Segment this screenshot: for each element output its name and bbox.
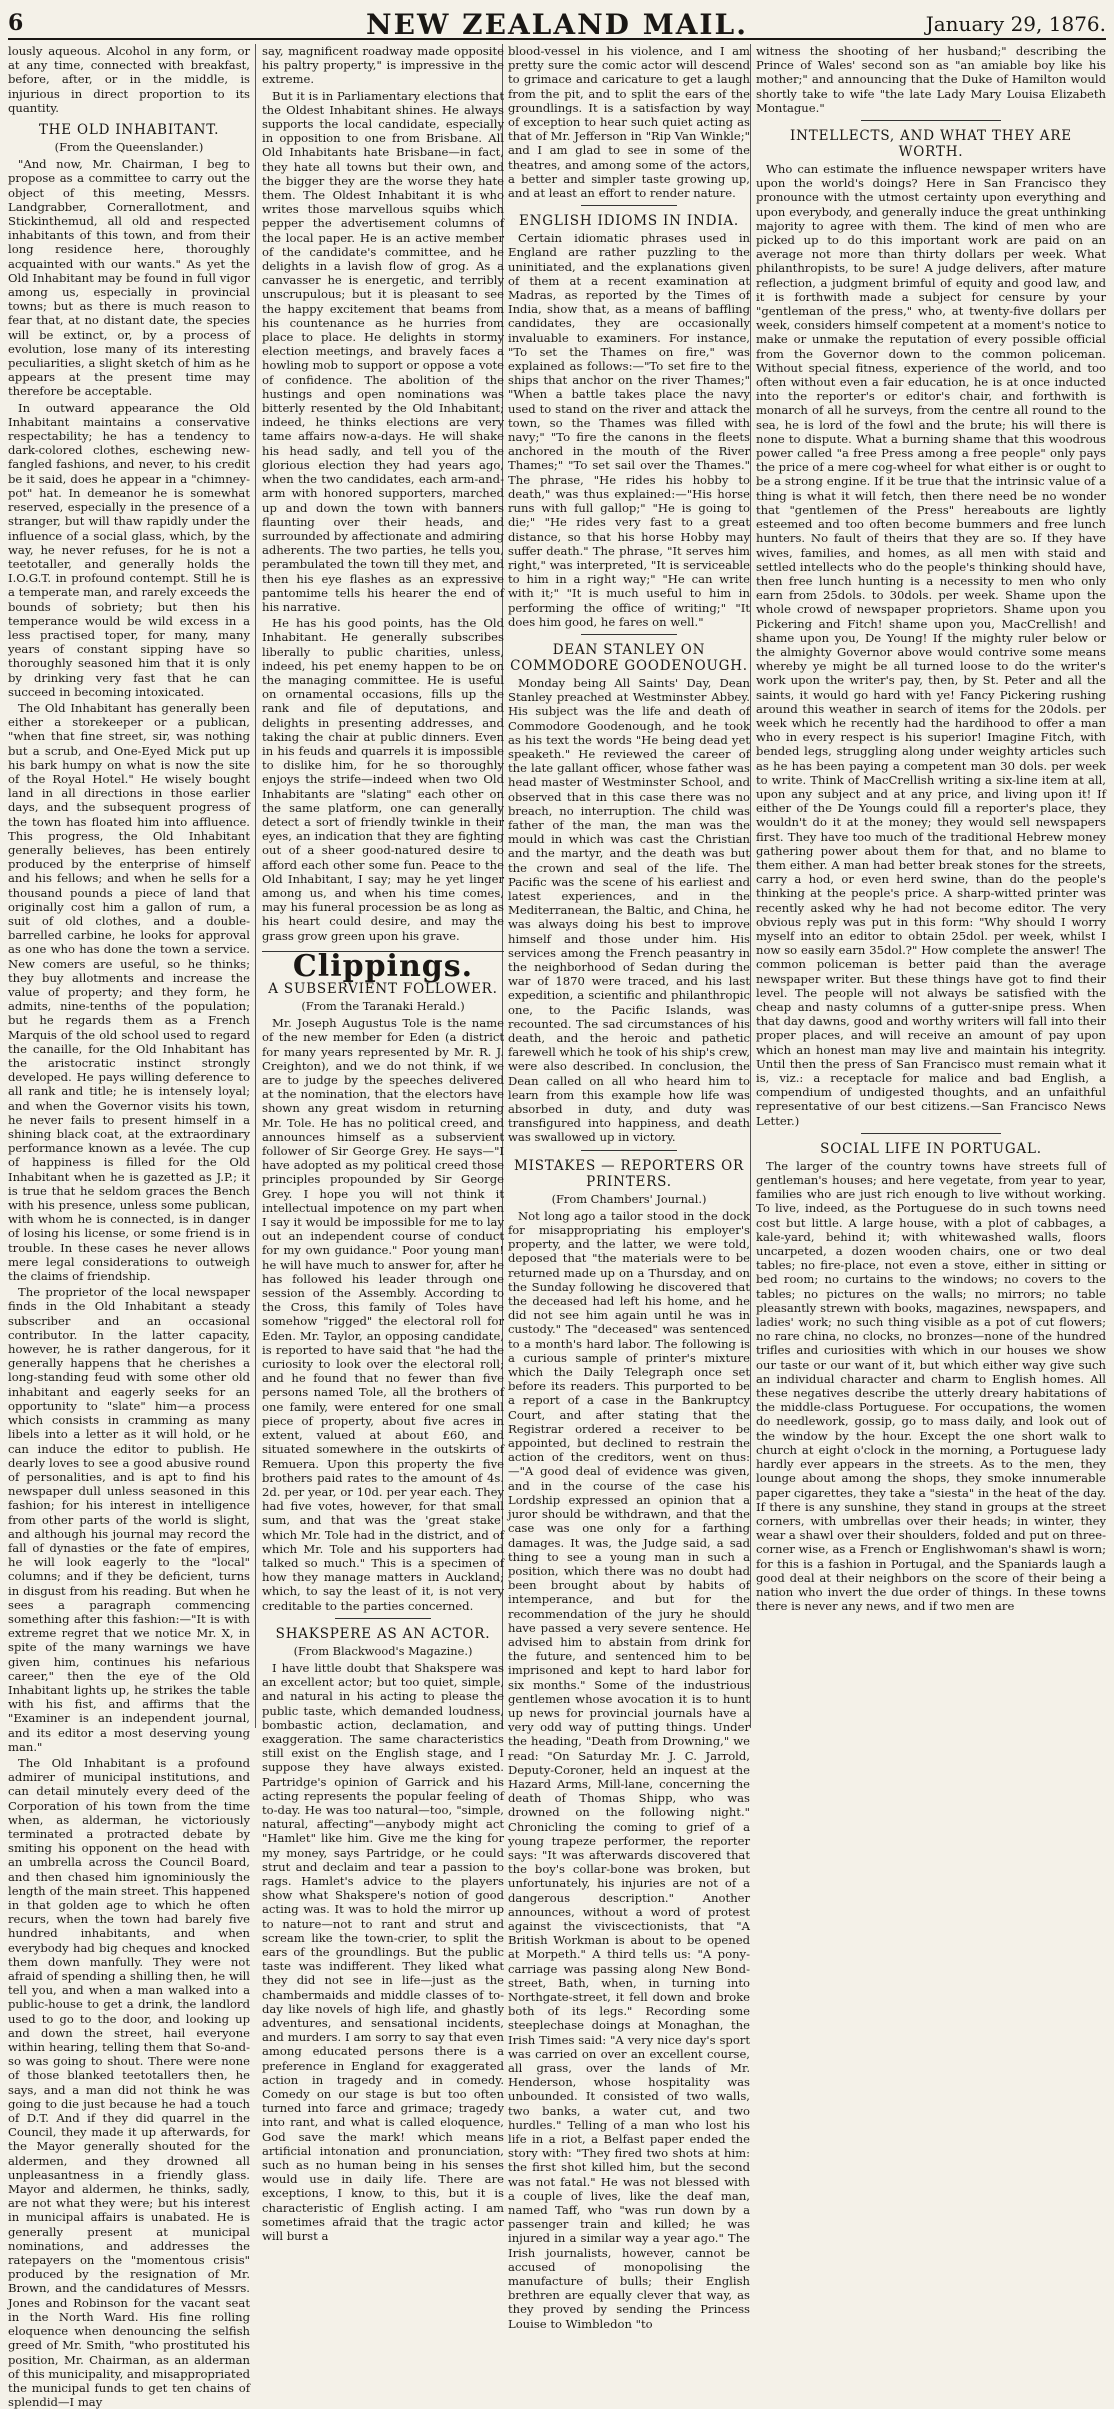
paragraph: In outward appearance the Old Inhabitant maintains a conservative respectability; he has a tendency to dark-colored clothes, eschewing new-fangled fashions, and never, to his credit be it said, does he appear in a "chimney-pot" hat. In demeanor he is somewhat reserved, especially in the presence of a stranger, but will thaw rapidly under the influence of a social glass, which, by the way, he never refuses, for he is not a teetotaller, and generally holds the I.O.G.T. in profound contempt. Still he is a temperate man, and rarely exceeds the bounds of sobriety; but then his temperance would be wild excess in a less practised toper, for many, many years of constant sipping have so thoroughly seasoned him that it is only by drinking very fast that he can succeed in becoming intoxicated. xyxy=(8,400,250,699)
column-3 xyxy=(508,44,750,2331)
column-rule xyxy=(255,44,256,1728)
column-rule xyxy=(750,44,751,1728)
paragraph: say, magnificent roadway made opposite his paltry property," is impressive in the extreme. xyxy=(262,44,504,87)
column-4 xyxy=(756,44,1106,1728)
masthead xyxy=(8,6,1106,40)
page-number: 6 xyxy=(8,10,24,36)
paragraph: Mr. Joseph Augustus Tole is the name of the new member for Eden (a district for many years represented by Mr. R. J. Creighton), and we do not think, if we are to judge by the speeches delivered at the nomination, that the electors have shown any great wisdom in returning Mr. Tole. He has no political creed, and announces himself as a subservient follower of Sir George Grey. He says—"I have adopted as my political creed those principles propounded by Sir George Grey. I hope you will not think it intellectual impotence on my part when I say it would be impossible for me to lay out an independent course of conduct for my own guidance." Poor young man! he will have much to answer for, after he has followed his leader through one session of the Assembly. According to the Cross, this family of Toles have somehow "rigged" the electoral roll for Eden. Mr. Taylor, an opposing candidate, is reported to have said that "he had the curiosity to look over the electoral roll; and he found that no fewer than five persons named Tole, all the brothers of one family, were entered for one small piece of property, about five acres in extent, valued at about £60, and situated somewhere in the outskirts of Remuera. Upon this property the five brothers paid rates to the amount of 4s. 2d. per year, or 10d. per year each. They had five votes, however, for that small sum, and that was the 'great stake' which Mr. Tole had in the district, and of which Mr. Tole and his supporters had talked so much." This is a specimen of how they manage matters in Auckland; which, to say the least of it, is not very creditable to the parties concerned. xyxy=(262,1016,504,1613)
article-heading: ENGLISH IDIOMS IN INDIA. xyxy=(519,213,739,230)
paragraph: Certain idiomatic phrases used in England are rather puzzling to the uninitiated, and the explanations given of them at a recent examination at Madras, as reported by the Times of India, show that, as a means of baffling candidates, they are occasionally invaluable to examiners. For instance, "To set the Thames on fire," was explained as follows:—"To set fire to the ships that anchor on the river Thames;" "When a battle takes place the navy used to stand on the river and attack the town, so the Thames was filled with navy;" "To fire the canons in the fleets anchored in the mouth of the River Thames;" "To set sail over the Thames." The phrase, "He rides his hobby to death," was thus explained:—"His horse runs with full gallop;" "He is going to die;" "He rides very fast to a great distance, so that his horse Hobby may suffer death." The phrase, "It serves him right," was interpreted, "It is serviceable to him in a right way;" "He can write with it;" "It is much useful to him in performing the office of writing;" "It does him good, he fares on well." xyxy=(508,231,750,629)
paragraph: The proprietor of the local newspaper finds in the Old Inhabitant a steady subscriber and an occasional contributor. In the latter capacity, however, he is rather dangerous, for it generally happens that he cherishes a long-standing feud with some other old inhabitant and eagerly seeks for an opportunity to "slate" him—a process which consists in cramming as many libels into a letter as it will hold, or he can induce the editor to publish. He dearly loves to see a good abusive round of personalities, and is apt to find his newspaper dull unless seasoned in this fashion; for his interest in intelligence from other parts of the world is slight, and although his journal may record the fall of dynasties or the fate of empires, he will look eagerly to the "local" columns; and if they be deficient, turns in disgust from his reading. But when he sees a paragraph commencing something after this fashion:—"It is with extreme regret that we notice Mr. X, in spite of the many warnings we have given him, continues his nefarious career," then the eye of the Old Inhabitant lights up, he strikes the table with his fist, and affirms that the "Examiner is an independent journal, and its editor a most deserving young man." xyxy=(8,1285,250,1754)
paragraph: The larger of the country towns have streets full of gentleman's houses; and here vegetate, from year to year, families who are just rich enough to live without working. To live, indeed, as the Portuguese do in such towns need cost but little. A large house, with a plot of cabbages, a kale-yard, behind it; with whitewashed walls, floors uncarpeted, a dozen wooden chairs, one or two deal tables; no fire-place, not even a stove, either in sitting or bed room; no curtains to the windows; no covers to the tables; no pictures on the walls; no mirrors; no table pleasantly strewn with books, magazines, newspapers, and ladies' work; no such thing visible as a pot of cut flowers; no rare china, no clocks, no bronzes—none of the hundred trifles and curiosities with which in our houses we show our taste or our want of it, but which either way give such an individual character and charm to English homes. All these negatives describe the utterly dreary habitations of the middle-class Portuguese. For occupations, the women do needlework, gossip, go to mass daily, and look out of the window by the hour. Except the one short walk to church at eight o'clock in the morning, a Portuguese lady hardly ever appears in the streets. As to the men, they lounge about among the shops, they smoke innumerable paper cigarettes, they take a "siesta" in the heat of the day. If there is any sunshine, they stand in groups at the street corners, with umbrellas over their heads; in winter, they wear a shawl over their shoulders, folded and put on three-corner wise, as a French or Englishwoman's shawl is worn; for this is a fashion in Portugal, and the Spaniards laugh a good deal at their neighbors on the score of their being a nation who invert the due order of things. In these towns there is never any news, and if two men are xyxy=(756,1158,1106,1614)
paragraph: witness the shooting of her husband;" describing the Prince of Wales' second son as "an amiable boy like his mother;" and announcing that the Duke of Hamilton would shortly take to wife "the late Lady Mary Louisa Elizabeth Montague." xyxy=(756,44,1106,115)
article-source: (From Blackwood's Magazine.) xyxy=(293,1643,473,1658)
article-source: (From the Taranaki Herald.) xyxy=(301,999,465,1013)
article-heading: DEAN STANLEY ON COMMODORE GOODENOUGH. xyxy=(510,641,748,674)
paragraph: The Old Inhabitant is a profound admirer of municipal institutions, and can detail minutely every deed of the Corporation of his town from the time when, as alderman, he victoriously terminated a protracted debate by smiting his opponent on the head with an umbrella across the Council Board, and then chased him ignominiously the length of the main street. This happened in that golden age to which he often recurs, when the town had barely five hundred inhabitants, and when everybody had big cheques and knocked them down manfully. They were not afraid of spending a shilling then, he will tell you, and when a man walked into a public-house to get a drink, the landlord used to go to the door, and looking up and down the street, hail everyone within hearing, telling them that So-and-so was going to shout. There were none of those blanked teetotallers then, he says, and a man did not think he was going to die just because he had a touch of D.T. And if they did quarrel in the Council, they made it up afterwards, for the Mayor generally shouted for the aldermen, and they drowned all unpleasantness in a friendly glass. Mayor and aldermen, he thinks, sadly, are not what they were; but his interest in municipal affairs is unabated. He is generally present at municipal nominations, and addresses the ratepayers on the "momentous crisis" produced by the resignation of Mr. Brown, and the candidatures of Messrs. Jones and Robinson for the vacant seat in the North Ward. His fine rolling eloquence when denouncing the selfish greed of Mr. Smith, "who prostituted his position, Mr. Chairman, as an alderman of this municipality, and misappropriated the municipal funds to get ten chains of splendid—I may xyxy=(8,1755,250,2409)
article-heading: THE OLD INHABITANT. xyxy=(38,122,220,139)
article-heading: SOCIAL LIFE IN PORTUGAL. xyxy=(820,1140,1042,1157)
divider xyxy=(861,1133,1001,1134)
paragraph: The Old Inhabitant has generally been either a storekeeper or a publican, "when that fine street, sir, was nothing but a scrub, and One-Eyed Mick put up his bark humpy on what is now the site of the Royal Hotel." He wisely bought land in all directions in those earlier days, and the subsequent progress of the town has floated him into affluence. This progress, the Old Inhabitant generally believes, has been entirely produced by the enterprise of himself and his fellows; and when he sells for a thousand pounds a piece of land that originally cost him a gallon of rum, a suit of old clothes, and a double-barrelled carbine, he looks for approval as one who has done the town a service. New comers are useful, so he thinks; they buy allotments and increase the value of property; and they form, he admits, nine-tenths of the population; but he regards them as a French Marquis of the old school used to regard the canaille, for the Old Inhabitant has the aristocratic instinct strongly developed. He pays willing deference to all rank and title; he is intensely loyal; and when the Governor visits his town, he never fails to present himself in a shining black coat, at the extraordinary performance known as a levée. The cup of happiness is filled for the Old Inhabitant when he is gazetted as J.P.; it is true that he seldom graces the Bench with his presence, unless some publican, with whom he is connected, is in danger of losing his license, or some friend is in trouble. In these cases he never allows mere legal considerations to outweigh the claims of friendship. xyxy=(8,700,250,1284)
paragraph: lously aqueous. Alcohol in any form, or at any time, connected with breakfast, before, after, or in the middle, is injurious in direct proportion to its quantity. xyxy=(8,44,250,115)
article-source: (From Chambers' Journal.) xyxy=(551,1191,707,1206)
column-1 xyxy=(8,44,250,2409)
paragraph: I have little doubt that Shakspere was an excellent actor; but too quiet, simple, and natural in his acting to please the public taste, which demanded loudness, bombastic action, declamation, and exaggeration. The same characteristics still exist on the English stage, and I suppose they have always existed. Partridge's opinion of Garrick and his acting represents the popular feeling of to-day. He was too natural—too, "simple, natural, affecting"—anybody might act "Hamlet" like him. Give me the king for my money, says Partridge, or he could strut and declaim and tear a passion to rags. Hamlet's advice to the players show what Shakspere's notion of good acting was. It was to hold the mirror up to nature—not to rant and strut and scream like the town-crier, to split the ears of the groundlings. But the public taste was indifferent. They liked what they did not see in life—just as the chambermaids and middle classes of to-day like novels of high life, and ghastly adventures, and sensational incidents, and murders. I am sorry to say that even among educated persons there is a preference in England for exaggerated action in tragedy and in comedy. Comedy on our stage is but too often turned into farce and grimace; tragedy into rant, and what is called eloquence, God save the mark! which means artificial intonation and pronunciation, such as no human being in his senses would use in daily life. There are exceptions, I know, to this, but it is characteristic of English acting. I am sometimes afraid that the tragic actor will burst a xyxy=(262,1660,504,2244)
divider xyxy=(861,120,1001,121)
article-heading: MISTAKES — REPORTERS OR PRINTERS. xyxy=(514,1157,744,1190)
article-heading: SHAKSPERE AS AN ACTOR. xyxy=(275,1625,491,1642)
paragraph: Monday being All Saints' Day, Dean Stanley preached at Westminster Abbey. His subject was the life and death of Commodore Goodenough, and he took as his text the words "He being dead yet speaketh." He reviewed the career of the late gallant officer, whose father was head master of Westminster School, and observed that in this case there was no breach, no interruption. The child was father of the man, the man was the mould in which was cast the Christian and the martyr, and the death was but the crown and seal of the life. The Pacific was the scene of his earliest and latest experiences, and in the Mediterranean, the Baltic, and China, he was always doing his best to improve himself and those under him. His services among the French peasantry in the neighborhood of Sedan during the war of 1870 were traced, and his last expedition, a scientific and philanthropic one, to the Pacific Islands, was recounted. The sad circumstances of his death, and the heroic and pathetic farewell which he took of his ship's crew, were also described. In conclusion, the Dean called on all who heard him to learn from this example how life was absorbed in duty, and duty was transfigured into happiness, and death was swallowed up in victory. xyxy=(508,675,750,1145)
divider xyxy=(581,634,678,635)
column-2 xyxy=(262,44,504,2244)
paragraph: "And now, Mr. Chairman, I beg to propose as a committee to carry out the object of this meeting, Messrs. Landgrabber, Cornerallotment, and Stickinthemud, all old and respected inhabitants of this town, and from their long residence here, thoroughly acquainted with our wants." As yet the Old Inhabitant may be found in full vigor among us, especially in provincial towns; but as there is much reason to fear that, at no distant date, the species will be extinct, or, by a process of evolution, lose many of its interesting peculiarities, a slight sketch of him as he appears at the present time may therefore be acceptable. xyxy=(8,157,250,399)
paragraph: Who can estimate the influence newspaper writers have upon the world's doings? Here in San Francisco they pronounce with the utmost certainty upon everything and upon everybody, and generally induce the great unthinking majority to agree with them. The kind of men who are picked up to do this important work are paid on an average not more than thirty dollars per week. What philanthropists, to be sure! A judge delivers, after mature reflection, a judgment brimful of equity and good law, and it is forthwith made a subject for censure by your "gentleman of the press," who, at twenty-five dollars per week, considers himself competent at a moment's notice to make or unmake the reputation of every possible official from the Governor down to the common policeman. Without special fitness, experience of the world, and too often without even a fair education, he is at once inducted into the reporter's or editor's chair, and forthwith is monarch of all he surveys, from the centre all round to the sea, he is lord of the fowl and the brute; his will there is none to dispute. What a burning shame that this woodrous power called "a free Press among a free people" only pays the price of a mere cog-wheel for what either is or ought to be a strong engine. If it be true that the intrinsic value of a thing is what it will fetch, then there need be no wonder that "gentlemen of the Press" hereabouts are lightly esteemed and too often become bummers and free lunch hunters. No fault of theirs that they are so. If they have wives, families, and homes, as all men with staid and settled intellects who do the people's thinking should have, then free lunch hunting is a necessity to men who only earn from 25dols. to 30dols. per week. Shame upon the whole crowd of newspaper proprietors. Shame upon you Pickering and Fitch! shame upon you, MacCrellish! and shame upon you, De Young! If the mighty ruler below or the almighty Governor above would contrive some means whereby ye might be all turned loose to do the writer's work upon the writer's pay, then, by St. Peter and all the saints, it would go hard with ye! Fancy Pickering rushing around this weather in search of items for the 20dols. per week which he recently had the hardihood to offer a man who in every respect is his superior! Imagine Fitch, with bended legs, struggling along under weighty articles such as he has been paying a competent man 30 dols. per week to write. Think of MacCrellish writing a six-line item at all, upon any subject and at any price, and living upon it! If either of the De Youngs could fill a reporter's place, they wouldn't do it at the money; they would sell newspapers first. They have too much of the traditional Hebrew money gathering power about them for that, and no blame to them either. A man had better break stones for the streets, carry a hod, or even herd swine, than do the people's thinking at the people's price. A sharp-witted printer was recently asked why he had not become editor. The very obvious reply was put in this form: "Why should I worry myself into an editor to obtain 25dol. per week, whilst I now so easily earn 35dol.?" How complete the answer! The common policeman is better paid than the average newspaper writer. But these things have got to find their level. The people will not always be satisfied with the cheap and nasty columns of a gutter-snipe press. When that day dawns, good and worthy writers will fall into their proper places, and will receive an amount of pay upon which an honest man may live and maintain his integrity. Until then the press of San Francisco must remain what it is, viz.: a receptacle for malice and bad English, a compendium of undigested thoughts, and an unfaithful representative of our best citizens.—San Francisco News Letter.) xyxy=(756,162,1106,1128)
issue-date: January 29, 1876. xyxy=(925,12,1106,36)
article-source: (From the Queenslander.) xyxy=(54,140,204,155)
section-title-clippings: Clippings. xyxy=(262,951,504,974)
divider xyxy=(335,1618,432,1619)
paragraph: He has his good points, has the Old Inhabitant. He generally subscribes liberally to public charities, unless, indeed, his pet enemy happen to be on the managing committee. He is useful on ornamental occasions, fills up the rank and file of deputations, and delights in presenting addresses, and taking the chair at public dinners. Even in his feuds and quarrels it is impossible to dislike him, for he so thoroughly enjoys the strife—indeed when two Old Inhabitants are "slating" each other on the same platform, one can generally detect a sort of friendly twinkle in their eyes, an indication that they are fighting out of a sheer good-natured desire to afford each other some fun. Peace to the Old Inhabitant, I say; may he yet linger among us, and when his time comes, may his funeral procession be as long as his heart could desire, and may the grass grow green upon his grave. xyxy=(262,616,504,943)
newspaper-title: NEW ZEALAND MAIL. xyxy=(366,8,748,41)
paragraph: But it is in Parliamentary elections that the Oldest Inhabitant shines. He always supports the local candidate, especially in opposition to one from Brisbane. All Old Inhabitants hate Brisbane—in fact, they hate all towns but their own, and the bigger they are the worse they hate them. The Oldest Inhabitant it is who writes those marvellous squibs which pepper the advertisement columns of the local paper. He is an active member of the candidate's committee, and he delights in a lavish flow of grog. As a canvasser he is energetic, and terribly unscrupulous; but it is pleasant to see the happy excitement that beams from his countenance as he hurries from place to place. He delights in stormy election meetings, and bravely faces a howling mob to support or oppose a vote of confidence. The abolition of the hustings and open nominations was bitterly resented by the Old Inhabitant; indeed, he thinks elections are very tame affairs now-a-days. He will shake his head sadly, and tell you of the glorious election they had years ago, when the two candidates, each arm-and-arm with honored supporters, marched up and down the town with banners flaunting over their heads, and surrounded by affectionate and admiring adherents. The two parties, he tells you, perambulated the town till they met, and then his eye flashes as an expressive pantomime tells his hearer the end of his narrative. xyxy=(262,88,504,614)
article-heading: INTELLECTS, AND WHAT THEY ARE WORTH. xyxy=(790,128,1072,161)
article-heading: A SUBSERVIENT FOLLOWER. xyxy=(268,981,498,997)
divider xyxy=(581,1150,678,1151)
paragraph: blood-vessel in his violence, and I am pretty sure the comic actor will descend to grimace and caricature to get a laugh from the pit, and to split the ears of the groundlings. It is a satisfaction by way of exception to hear such quiet acting as that of Mr. Jefferson in "Rip Van Winkle;" and I am glad to see in some of the theatres, and among some of the actors, a better and simpler taste growing up, and at least an effort to render nature. xyxy=(508,44,750,201)
paragraph: Not long ago a tailor stood in the dock for misappropriating his employer's property, and the latter, we were told, deposed that "the materials were to be returned made up on a Thursday, and on the Sunday following he discovered that the deceased had left his home, and he did not see him again until he was in custody." The "deceased" was sentenced to a month's hard labor. The following is a curious sample of printer's mixture which the Daily Telegraph once set before its readers. This purported to be a report of a case in the Bankruptcy Court, and after stating that the Registrar ordered a receiver to be appointed, but declined to restrain the action of the creditors, went on thus:—"A good deal of evidence was given, and in the course of the case his Lordship expressed an opinion that a juror should be withdrawn, and that the case was one only for a farthing damages. It was, the Judge said, a sad thing to see a young man in such a position, which there was no doubt had been brought about by habits of intemperance, and but for the recommendation of the jury he should have passed a very severe sentence. He advised him to abstain from drink for the future, and sentenced him to be imprisoned and kept to hard labor for six months." Some of the industrious gentlemen whose avocation it is to hunt up news for provincial journals have a very odd way of putting things. Under the heading, "Death from Drowning," we read: "On Saturday Mr. J. C. Jarrold, Deputy-Coroner, held an inquest at the Hazard Arms, Mill-lane, concerning the death of Thomas Shipp, who was drowned on the following night." Chronicling the coming to grief of a young trapeze performer, the reporter says: "It was afterwards discovered that the boy's collar-bone was broken, but unfortunately, his injuries are not of a dangerous description." Another announces, without a word of protest against the viviscectionists, that "A British Workman is about to be opened at Morpeth." A third tells us: "A pony-carriage was passing along New Bond-street, Bath, when, in turning into Northgate-street, it fell down and broke both of its legs." Recording some steeplechase doings at Monaghan, the Irish Times said: "A very nice day's sport was carried on over an excellent course, all grass, over the lands of Mr. Henderson, whose hospitality was unbounded. It consisted of two walls, two banks, a water cut, and two hurdles." Telling of a man who lost his life in a riot, a Belfast paper ended the story with: "They fired two shots at him: the first shot killed him, but the second was not fatal." He was not blessed with a couple of lives, like the deaf man, named Taff, who "was run down by a passenger train and killed; he was injured in a similar way a year ago." The Irish journalists, however, cannot be accused of monopolising the manufacture of bulls; their English brethren are equally clever that way, as they proved by sending the Princess Louise to Wimbledon "to xyxy=(508,1208,750,2331)
divider xyxy=(581,205,678,206)
